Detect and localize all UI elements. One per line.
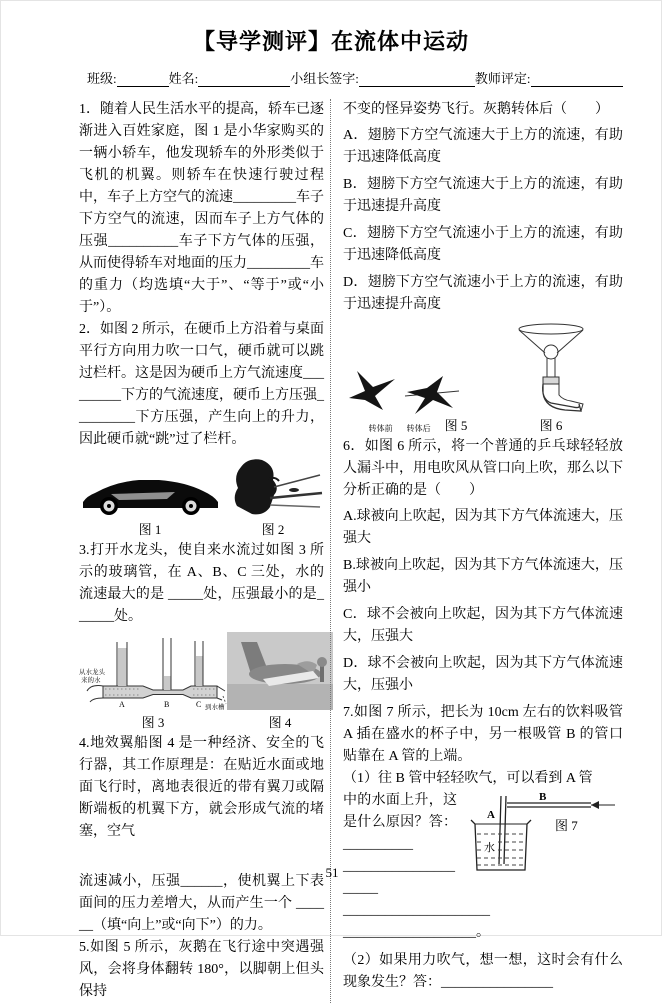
fig5-after-turn-label: 转体后 (406, 424, 431, 433)
q7-sub1-line1: （1）往 B 管中轻轻吹气，可以看到 A 管 (343, 771, 593, 786)
class-label: 班级: (87, 71, 117, 86)
q5-option-c: C．翅膀下方空气流速小于上方的流速，有助于迅速降低高度 (343, 226, 623, 263)
figure-2-blowing-coin (222, 455, 324, 538)
q5-option-b: B．翅膀下方空气流速大于上方的流速，有助于迅速提升高度 (343, 177, 623, 214)
ground-effect-craft-image (227, 632, 333, 710)
q7-answer-line-4: ___________________。 (343, 925, 490, 940)
figure-7-caption: 图 7 (555, 818, 578, 833)
figure-6-funnel-experiment (507, 321, 595, 434)
figure-row-1 (79, 455, 324, 538)
q6-option-d: D．球不会被向上吹起，因为其下方气体流速大，压强小 (343, 656, 623, 693)
question-4-part-2: 流速减小，压强______，使机翼上下表面间的压力差增大，从而产生一个 ______（填“向上”或“向下”）的力。 (79, 874, 324, 933)
q7-answer-line-2: _____________________ (343, 859, 455, 896)
group-leader-field (290, 68, 475, 87)
question-2: 2．如图 2 所示，在硬币上方沿着与桌面平行方向用力吹一口气，硬币就可以跳过栏杆。这是因为硬币上方气流速度_________下方的气流速度，硬币上方压强_________下方压强，产生向上的升力，因此硬币就“跳”过了栏杆。 (79, 322, 324, 447)
geese-image (343, 364, 493, 414)
fig3-point-b-label: B (164, 700, 170, 709)
fig7-straw-a-label: A (487, 809, 495, 821)
question-4-part-1: 4.地效翼船图 4 是一种经济、安全的飞行器，其工作原理是：在贴近水面或地面飞行时，离地表很近的带有翼刀或隔断端板的机翼下方，就会形成气流的堵塞，空气 (79, 736, 324, 839)
tube-diagram-image (79, 636, 227, 710)
q5-option-a: A．翅膀下方空气流速大于上方的流速，有助于迅速降低高度 (343, 128, 623, 165)
class-field (87, 68, 169, 87)
figure-3-caption: 图 3 (141, 715, 165, 730)
fig7-straw-b-label: B (539, 791, 547, 803)
question-3: 3.打开水龙头，使自来水流过如图 3 所示的玻璃管，在 A、B、C 三处，水的流速最大的是 _____处，压强最小的是______处。 (79, 543, 324, 624)
fig3-inlet-label-line1: 从水龙头 (79, 669, 105, 676)
q6-option-a: A.球被向上吹起，因为其下方气体流速大，压强大 (343, 509, 623, 546)
fig3-outlet-label: 到水槽 (205, 704, 225, 710)
figure-1-caption: 图 1 (138, 522, 162, 537)
name-label: 姓名: (168, 71, 199, 86)
question-7-sub2: （2）如果用力吹气，想一想，这时会有什么现象发生？答：________________ (343, 953, 623, 990)
figure-2-caption: 图 2 (261, 522, 285, 537)
q6-option-b: B.球被向上吹起，因为其下方气体流速大，压强小 (343, 558, 623, 595)
teacher-rating-label: 教师评定: (474, 71, 531, 86)
question-5-continued: 不变的怪异姿势飞行。灰鹅转体后（ ） (343, 102, 609, 117)
page-number: 51 (325, 865, 339, 880)
fig7-water-label: 水 (484, 842, 495, 854)
q7-sub1-rest: 中的水面上升，这是什么原因？答：__________ (343, 793, 457, 852)
teacher-rating-field (475, 68, 623, 87)
q6-option-c: C．球不会被向上吹起，因为其下方气体流速大，压强大 (343, 607, 623, 644)
car-image (79, 473, 221, 517)
figure-5-caption: 图 5 (444, 418, 468, 433)
person-blowing-image (222, 455, 324, 517)
name-field (169, 68, 291, 87)
figure-row-3 (343, 321, 623, 434)
fig3-point-c-label: C (196, 700, 202, 709)
question-6: 6．如图 6 所示，将一个普通的乒乓球轻轻放人漏斗中，用电吹风从管口向上吹，那么以下分析正确的是（ ） (343, 439, 623, 498)
teacher-rating-blank (531, 73, 623, 87)
question-5: 5.如图 5 所示，灰鹅在飞行途中突遇强风，会将身体翻转 180°，以脚朝上但头保持 (79, 940, 324, 999)
question-7-sub1 (343, 768, 623, 944)
figure-4-ground-effect-craft (227, 632, 333, 731)
funnel-experiment-image (507, 321, 595, 413)
group-leader-label: 小组长签字: (290, 71, 359, 86)
figure-1-car (79, 473, 221, 538)
q5-option-d: D．翅膀下方空气流速小于上方的流速，有助于迅速提升高度 (343, 275, 623, 312)
figure-3-tube-diagram (79, 636, 227, 731)
question-7: 7.如图 7 所示，把长为 10cm 左右的饮料吸管 A 插在盛水的杯子中，另一根吸管 B 的管口贴靠在 A 管的上端。 (343, 705, 623, 764)
question-1: 1．随着人民生活水平的提高，轿车已逐渐进入百姓家庭，图 1 是小华家购买的一辆小轿车，他发现轿车的外形类似于飞机的机翼。则轿车在快速行驶过程中，车子上方空气的流速_________车子下方空气的流速，因而车子上方气体的压强__________车子下方气体的压强，从而使得轿车对地面的压力_________车的重力（均选填“大于”、“等于”或“小于”）。 (79, 102, 324, 315)
name-blank (198, 73, 290, 87)
figure-row-2 (79, 632, 324, 731)
fig3-point-a-label: A (119, 700, 125, 709)
group-leader-blank (359, 73, 475, 87)
figure-6-caption: 图 6 (539, 418, 563, 433)
q7-answer-line-3: _____________________ (343, 903, 490, 918)
fig5-before-turn-label: 转体前 (368, 424, 393, 433)
page-title: 【导学测评】在流体中运动 (192, 29, 469, 54)
student-info-line (87, 68, 601, 87)
class-blank (117, 73, 169, 87)
fig3-inlet-label-line2: 来的水 (81, 677, 101, 684)
figure-5-geese (343, 364, 493, 434)
figure-4-caption: 图 4 (268, 715, 292, 730)
